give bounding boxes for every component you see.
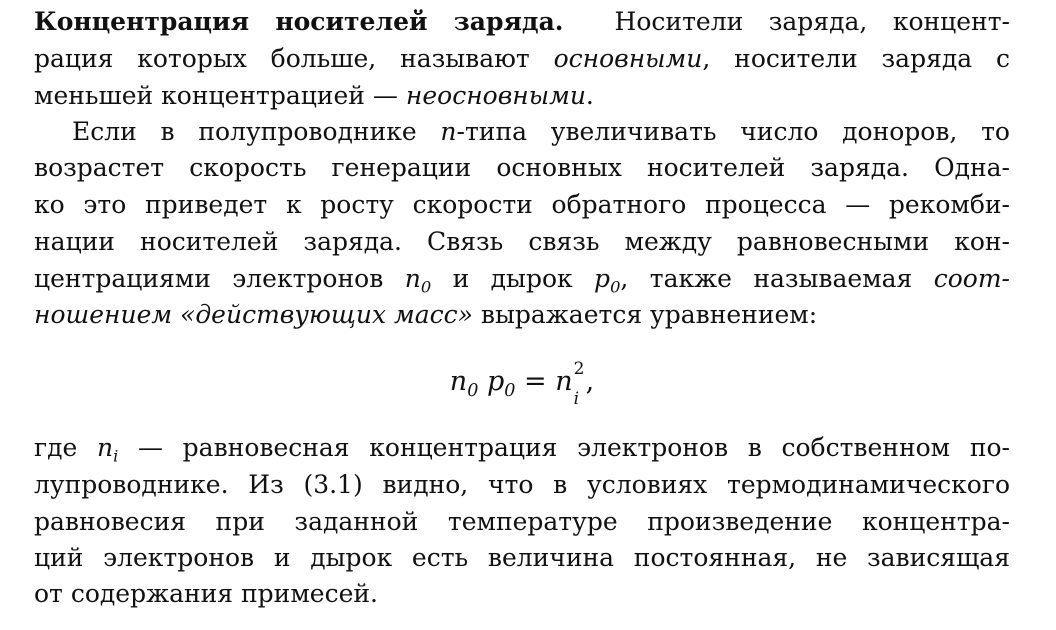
text-span: Если в полупроводнике xyxy=(72,117,417,146)
paragraph-3-line-3: равновесия при заданной температуре произведение концентра- xyxy=(34,507,1010,536)
text-span: центрациями электронов xyxy=(34,264,384,293)
text-span: и дырок xyxy=(452,264,573,293)
term-mass-action-part: соот- xyxy=(933,264,1011,293)
math-n0 xyxy=(404,264,432,297)
term-mass-action: ношением «действующих масс» xyxy=(34,300,473,329)
paragraph-2-line-4: нации носителей заряда. Связь связь между равновесными кон- xyxy=(34,227,1010,256)
paragraph-3-line-5: от содержания примесей. xyxy=(34,579,378,608)
eq-comma: , xyxy=(585,366,595,397)
section-heading: Концентрация носителей заряда. xyxy=(34,7,564,36)
eq-p0 xyxy=(486,366,516,402)
text-span: где xyxy=(34,433,78,462)
eq-p-symbol: p xyxy=(486,366,505,397)
equation-mass-action xyxy=(34,359,1010,409)
text-span: . xyxy=(585,81,594,110)
text-span: -типа увеличивать число доноров, то xyxy=(456,117,1010,146)
math-n-symbol: n xyxy=(96,433,114,462)
paragraph-2-line-1 xyxy=(72,114,1010,150)
paragraph-1-line-3 xyxy=(34,78,594,114)
math-subscript: 0 xyxy=(610,277,621,297)
math-n-symbol: n xyxy=(404,264,421,293)
paragraph-2-line-3: ко это приведет к росту скорости обратного процесса — рекомби- xyxy=(34,190,1010,219)
eq-n-symbol: n xyxy=(449,366,468,397)
paragraph-3-line-2: лупроводнике. Из (3.1) видно, что в условиях термодинамического xyxy=(34,470,1010,499)
math-p0 xyxy=(594,264,621,297)
paragraph-1-line-1 xyxy=(34,4,1010,40)
paragraph-3-line-4: ций электронов и дырок есть величина постоянная, не зависящая xyxy=(34,543,1010,572)
paragraph-2-line-6 xyxy=(34,297,817,333)
term-minor-carriers: неосновными xyxy=(405,81,586,110)
text-span: — равновесная концентрация электронов в собственном по- xyxy=(137,433,1010,462)
paragraph-2-line-2: возрастет скорость генерации основных носителей заряда. Одна- xyxy=(34,153,1010,182)
eq-ni-symbol: n xyxy=(555,366,573,397)
eq-subscript: i xyxy=(573,389,580,409)
text-span: выражается уравнением: xyxy=(480,300,818,329)
paragraph-2-line-5 xyxy=(34,261,1010,297)
paragraph-3-line-1 xyxy=(34,430,1010,466)
eq-subscript: 0 xyxy=(467,381,479,402)
eq-n0 xyxy=(449,366,479,402)
math-subscript: i xyxy=(113,446,119,466)
eq-ni-squared xyxy=(555,359,585,409)
text-span: , носители заряда с xyxy=(702,44,1010,73)
math-subscript: 0 xyxy=(420,277,432,297)
text-span: , также называемая xyxy=(620,264,913,293)
math-p-symbol: p xyxy=(594,264,611,293)
math-ni xyxy=(96,433,119,466)
math-n: n xyxy=(440,117,457,146)
eq-equals: = xyxy=(523,366,547,397)
term-main-carriers: основными xyxy=(553,44,703,73)
eq-sub-sup-stack xyxy=(573,359,586,409)
text-span: Носители заряда, концент- xyxy=(614,7,1010,36)
eq-subscript: 0 xyxy=(504,381,516,402)
eq-superscript: 2 xyxy=(573,359,585,379)
paragraph-1-line-2 xyxy=(34,41,1010,77)
text-span: рация которых больше, называют xyxy=(34,44,530,73)
text-span: меньшей концентрацией — xyxy=(34,81,398,110)
